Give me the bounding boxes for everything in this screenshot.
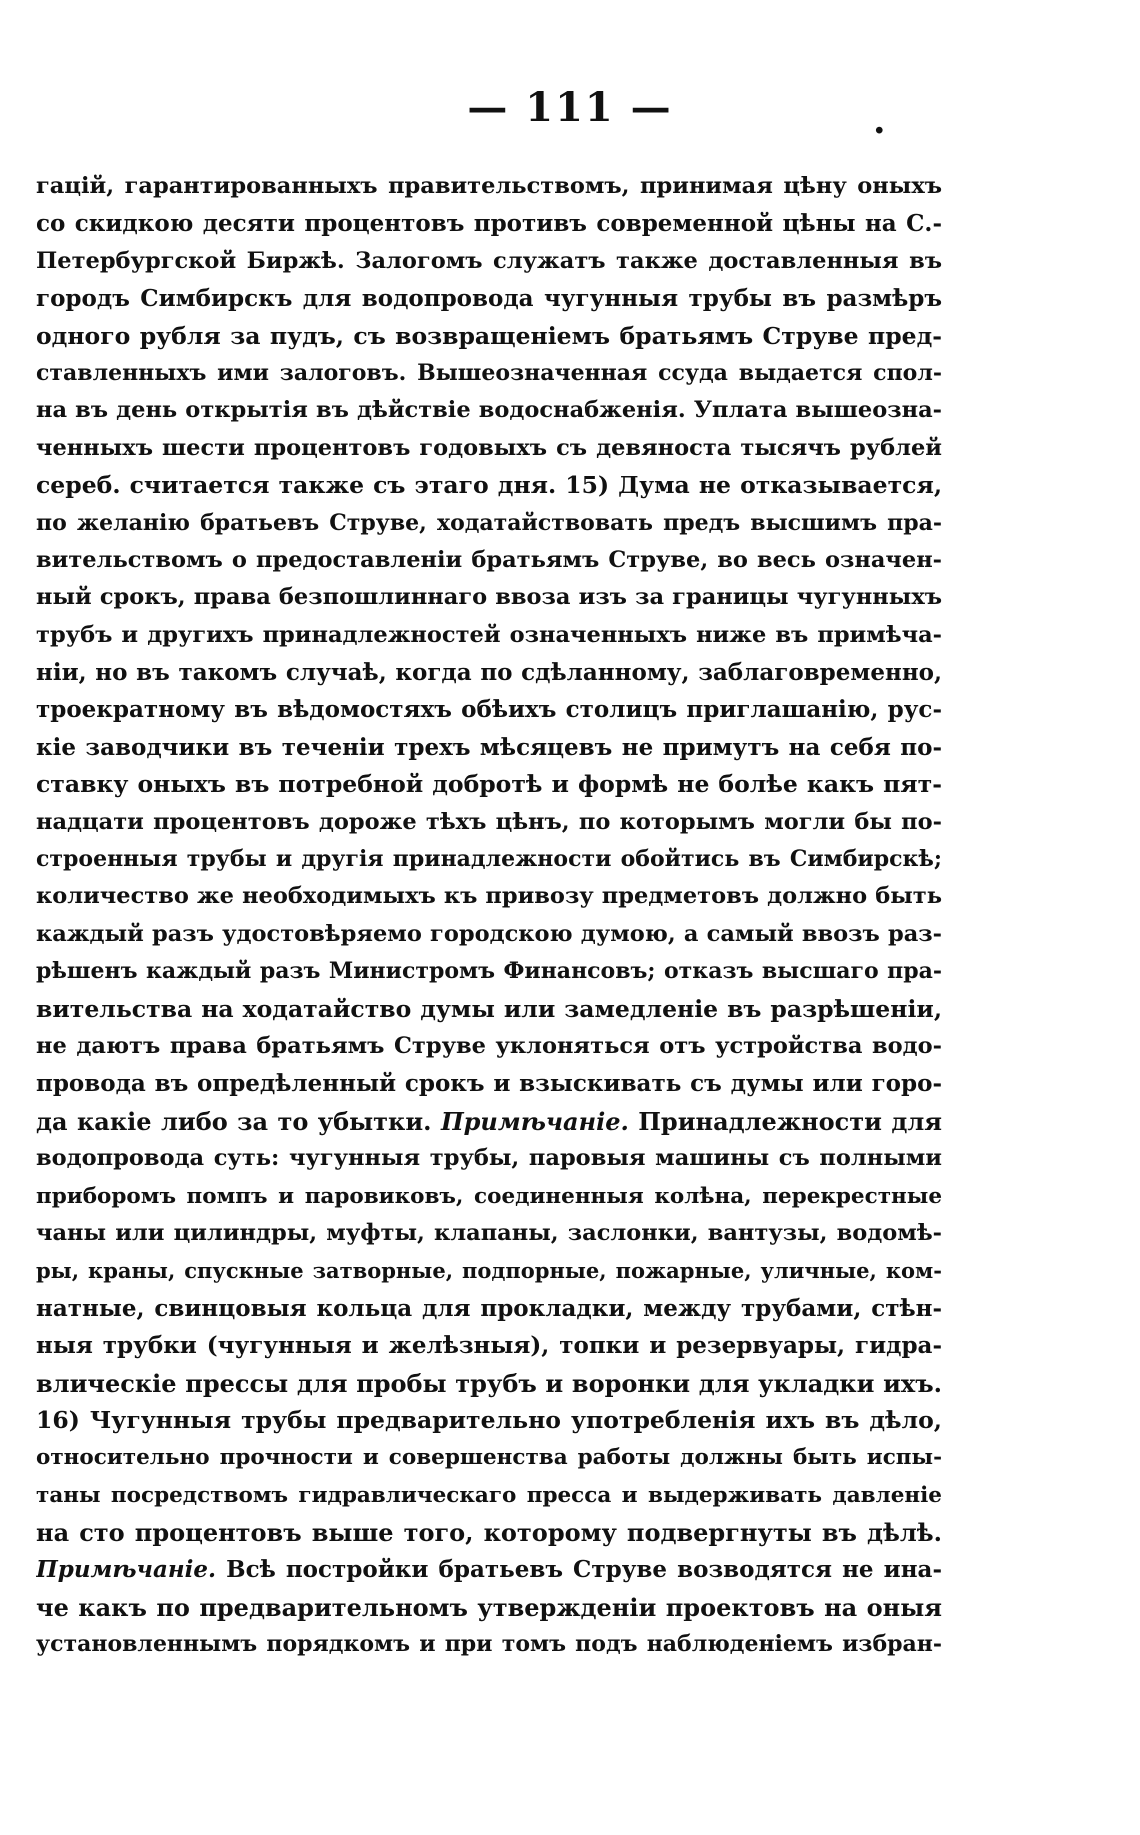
line-text: по желанію братьевъ Струве, ходатайствовать предъ высшимъ пра- <box>36 509 942 536</box>
text-line <box>36 916 942 953</box>
line-text: вительства на ходатайство думы или замедленіе въ разрѣшеніи, <box>36 994 942 1023</box>
text-line <box>36 1252 942 1289</box>
corner-mark: . <box>873 100 886 142</box>
text-line <box>36 392 942 429</box>
italic-heading: Примѣчаніе. <box>36 1556 217 1584</box>
text-line <box>36 542 942 579</box>
text-line <box>36 467 942 504</box>
text-line <box>36 1477 942 1514</box>
line-text: чаны или цилиндры, муфты, клапаны, заслонки, вантузы, водомѣ- <box>36 1219 942 1246</box>
line-text: надцати процентовъ дороже тѣхъ цѣнъ, по которымъ могли бы по- <box>36 808 942 835</box>
text-line <box>36 804 942 841</box>
text-line <box>36 1178 942 1215</box>
line-text: количество же необходимыхъ къ привозу предметовъ должно быть <box>36 883 942 910</box>
text-line <box>36 1327 942 1364</box>
line-text: таны посредствомъ гидравлическаго пресса и выдерживать давленіе <box>36 1482 942 1508</box>
line-text: относительно прочности и совершенства работы должны быть испы- <box>36 1445 942 1471</box>
line-text: че какъ по предварительномъ утвержденіи проектовъ на оныя <box>36 1592 942 1622</box>
text-line <box>36 617 942 654</box>
line-text: приборомъ помпъ и паровиковъ, соединенныя колѣна, перекрестные <box>36 1183 942 1209</box>
text-line <box>36 430 942 467</box>
line-text: установленнымъ порядкомъ и при томъ подъ наблюденіемъ избран- <box>36 1631 942 1658</box>
text-line <box>36 168 942 205</box>
line-text: Петербургской Биржѣ. Залогомъ служатъ также доставленныя въ <box>36 247 942 274</box>
text-line <box>36 1626 942 1663</box>
line-text: каждый разъ удостовѣряемо городскою думою, а самый ввозъ раз- <box>36 920 942 947</box>
text-line <box>36 1439 942 1476</box>
line-text: городъ Симбирскъ для водопровода чугунныя трубы въ размѣръ <box>36 285 942 313</box>
line-text: ный срокъ, права безпошлиннаго ввоза изъ за границы чугунныхъ <box>36 584 942 611</box>
text-line <box>36 318 942 355</box>
line-text: ніи, но въ такомъ случаѣ, когда по сдѣланному, заблаговременно, <box>36 659 942 687</box>
line-text: на сто процентовъ выше того, которому подвергнуты въ дѣлѣ. <box>36 1518 942 1548</box>
page-number: — 111 — <box>467 84 673 131</box>
text-line <box>36 1589 942 1626</box>
line-text: гацій, гарантированныхъ правительствомъ, принимая цѣну оныхъ <box>36 173 942 199</box>
text-line <box>36 280 942 317</box>
text-line <box>36 1028 942 1065</box>
line-text: сереб. считается также съ этаго дня. 15) Дума не отказывается, <box>36 471 942 500</box>
line-text: трубъ и другихъ принадлежностей означенныхъ ниже въ примѣча- <box>36 621 942 648</box>
line-text: строенныя трубы и другія принадлежности обойтись въ Симбирскѣ; <box>36 846 942 873</box>
line-text: одного рубля за пудъ, съ возвращеніемъ братьямъ Струве пред- <box>36 321 942 350</box>
line-text: влическіе прессы для пробы трубъ и воронки для укладки ихъ. <box>36 1368 942 1398</box>
text-line <box>36 878 942 915</box>
line-text: троекратному въ вѣдомостяхъ обѣихъ столицъ приглашанію, рус- <box>36 696 942 724</box>
text-line <box>36 505 942 542</box>
line-text-before: да какіе либо за то убытки. <box>36 1106 441 1136</box>
text-line <box>36 205 942 242</box>
text-line <box>36 841 942 878</box>
line-text: натные, свинцовыя кольца для прокладки, между трубами, стѣн- <box>36 1294 942 1322</box>
text-line <box>36 579 942 616</box>
line-text: со скидкою десяти процентовъ противъ современной цѣны на С.- <box>36 210 942 238</box>
body-text <box>36 168 942 1664</box>
text-line <box>36 729 942 766</box>
italic-heading: Примѣчаніе. <box>440 1106 629 1136</box>
text-line <box>36 1215 942 1252</box>
line-text-after: Всѣ постройки братьевъ Струве возводятся не ина- <box>216 1556 942 1584</box>
line-text-after: Принадлежности для <box>628 1106 942 1136</box>
text-line <box>36 243 942 280</box>
line-text: ставленныхъ ими залоговъ. Вышеозначенная ссуда выдается спол- <box>36 359 942 386</box>
text-line <box>36 1065 942 1102</box>
text-line <box>36 355 942 392</box>
line-text: ры, краны, спускные затворные, подпорные, пожарные, уличные, ком- <box>36 1258 942 1284</box>
text-line <box>36 1290 942 1327</box>
text-line <box>36 1551 942 1588</box>
line-text: ченныхъ шести процентовъ годовыхъ съ девяноста тысячъ рублей <box>36 434 942 461</box>
line-text: провода въ опредѣленный срокъ и взыскивать съ думы или горо- <box>36 1070 942 1098</box>
line-text: кіе заводчики въ теченіи трехъ мѣсяцевъ не примутъ на себя по- <box>36 733 942 761</box>
text-line <box>36 654 942 691</box>
text-line <box>36 953 942 990</box>
text-line <box>36 1140 942 1177</box>
text-line <box>36 1402 942 1439</box>
line-text: на въ день открытія въ дѣйствіе водоснабженія. Уплата вышеозна- <box>36 397 942 424</box>
line-text: не даютъ права братьямъ Струве уклоняться отъ устройства водо- <box>36 1032 942 1059</box>
text-line <box>36 1365 942 1402</box>
text-line <box>36 691 942 728</box>
line-text: 16) Чугунныя трубы предварительно употребленія ихъ въ дѣло, <box>36 1405 942 1434</box>
line-text: ныя трубки (чугунныя и желѣзныя), топки и резервуары, гидра- <box>36 1332 942 1360</box>
text-line <box>36 991 942 1028</box>
text-line <box>36 766 942 803</box>
text-line <box>36 1103 942 1140</box>
line-text: ставку оныхъ въ потребной добротѣ и формѣ не болѣе какъ пят- <box>36 770 942 799</box>
line-text: рѣшенъ каждый разъ Министромъ Финансовъ; отказъ высшаго пра- <box>36 958 942 985</box>
line-text: вительствомъ о предоставленіи братьямъ Струве, во весь означен- <box>36 546 942 573</box>
line-text: водопровода суть: чугунныя трубы, паровыя машины съ полными <box>36 1145 942 1172</box>
text-line <box>36 1514 942 1551</box>
